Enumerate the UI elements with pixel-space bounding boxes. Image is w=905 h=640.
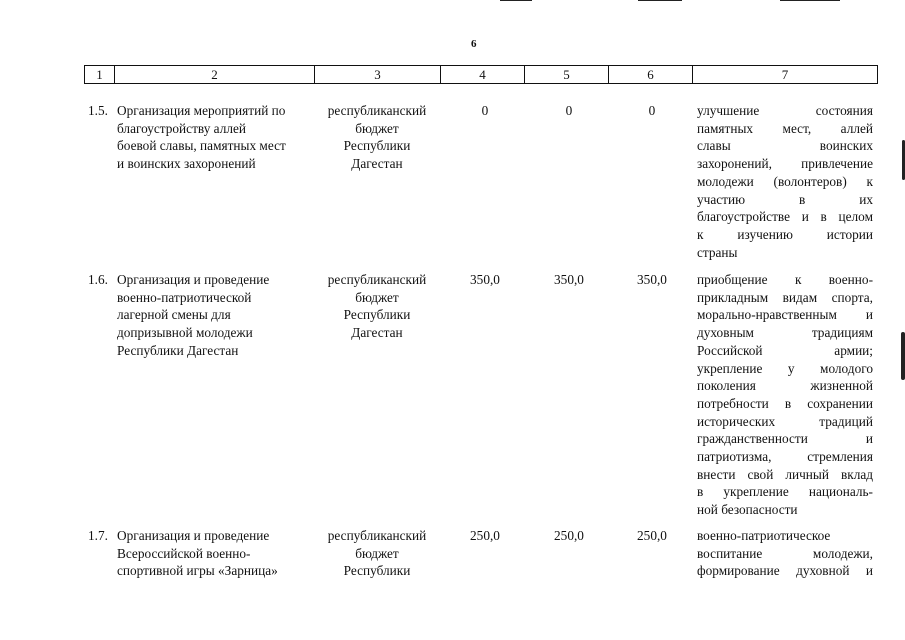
item-description bbox=[117, 102, 313, 173]
result-line: приобщение к военно- bbox=[697, 272, 873, 287]
desc-line: Организация мероприятий по bbox=[117, 103, 286, 118]
column-header-6: 6 bbox=[609, 66, 693, 84]
item-number: 1.6. bbox=[88, 272, 108, 287]
result-line: к изучению истории bbox=[697, 226, 873, 242]
source-line: бюджет bbox=[355, 545, 399, 561]
result-line: формирование духовной и bbox=[697, 563, 873, 579]
desc-line: Организация и проведение bbox=[117, 528, 270, 543]
scan-mark-top-1 bbox=[500, 0, 532, 1]
item-number: 1.7. bbox=[88, 528, 108, 543]
result-line: прикладным видам спорта, bbox=[697, 289, 873, 305]
desc-line: Всероссийской военно- bbox=[117, 545, 251, 561]
result-line: страны bbox=[697, 244, 738, 260]
source-line: Дагестан bbox=[351, 156, 403, 172]
value-col-6: 0 bbox=[648, 103, 656, 118]
result-line: улучшение состояния bbox=[697, 103, 873, 118]
result-line: в укрепление националь- bbox=[697, 484, 873, 500]
item-number: 1.5. bbox=[88, 103, 108, 118]
column-header-5: 5 bbox=[525, 66, 609, 84]
result-line: военно-патриотическое bbox=[697, 528, 831, 543]
expected-result bbox=[697, 271, 873, 519]
value-col-5: 0 bbox=[565, 103, 573, 118]
value-col-4: 250,0 bbox=[470, 528, 500, 543]
value-col-5: 250,0 bbox=[554, 528, 584, 543]
value-col-6: 350,0 bbox=[637, 272, 667, 287]
result-line: гражданственности и bbox=[697, 431, 873, 447]
scan-mark-right-2 bbox=[901, 332, 905, 380]
desc-line: Организация и проведение bbox=[117, 272, 270, 287]
value-col-4: 0 bbox=[481, 103, 489, 118]
funding-source bbox=[316, 527, 438, 580]
desc-line: и воинских захоронений bbox=[117, 156, 256, 172]
result-line: памятных мест, аллей bbox=[697, 120, 873, 136]
desc-line: лагерной смены для bbox=[117, 307, 231, 323]
source-line: бюджет bbox=[355, 120, 399, 136]
result-line: патриотизма, стремления bbox=[697, 449, 873, 465]
desc-line: благоустройству аллей bbox=[117, 120, 246, 136]
item-description bbox=[117, 527, 313, 580]
result-line: захоронений, привлечение bbox=[697, 156, 873, 172]
result-line: молодежи (волонтеров) к bbox=[697, 173, 873, 189]
item-description bbox=[117, 271, 313, 360]
result-line: внести свой личный вклад bbox=[697, 466, 873, 482]
expected-result bbox=[697, 102, 873, 261]
source-line: республиканский bbox=[327, 528, 427, 543]
result-line: участию в их bbox=[697, 191, 873, 207]
source-line: республиканский bbox=[327, 272, 427, 287]
source-line: республиканский bbox=[327, 103, 427, 118]
result-line: укрепление у молодого bbox=[697, 360, 873, 376]
source-line: Дагестан bbox=[351, 325, 403, 341]
column-header-2: 2 bbox=[115, 66, 315, 84]
result-line: морально-нравственным и bbox=[697, 307, 873, 323]
value-col-4: 350,0 bbox=[470, 272, 500, 287]
scan-mark-top-2 bbox=[638, 0, 682, 1]
funding-source bbox=[316, 102, 438, 173]
column-header-1: 1 bbox=[85, 66, 115, 84]
result-line: поколения жизненной bbox=[697, 378, 873, 394]
column-header-4: 4 bbox=[441, 66, 525, 84]
result-line: Российской армии; bbox=[697, 342, 873, 358]
source-line: Республики bbox=[343, 138, 411, 154]
result-line: духовным традициям bbox=[697, 325, 873, 341]
scan-mark-top-3 bbox=[780, 0, 840, 1]
funding-source bbox=[316, 271, 438, 342]
result-line: славы воинских bbox=[697, 138, 873, 154]
value-col-6: 250,0 bbox=[637, 528, 667, 543]
result-line: исторических традиций bbox=[697, 413, 873, 429]
source-line: бюджет bbox=[355, 289, 399, 305]
desc-line: спортивной игры «Зарница» bbox=[117, 563, 278, 579]
source-line: Республики bbox=[343, 563, 411, 579]
desc-line: военно-патриотической bbox=[117, 289, 252, 305]
column-header-3: 3 bbox=[315, 66, 441, 84]
result-line: потребности в сохранении bbox=[697, 395, 873, 411]
result-line: ной безопасности bbox=[697, 502, 798, 518]
page-number: 6 bbox=[471, 38, 477, 50]
expected-result bbox=[697, 527, 873, 580]
column-header-row bbox=[84, 65, 878, 84]
result-line: воспитание молодежи, bbox=[697, 545, 873, 561]
value-col-5: 350,0 bbox=[554, 272, 584, 287]
column-header-7: 7 bbox=[693, 66, 878, 84]
source-line: Республики bbox=[343, 307, 411, 323]
desc-line: Республики Дагестан bbox=[117, 342, 239, 358]
desc-line: боевой славы, памятных мест bbox=[117, 138, 286, 154]
desc-line: допризывной молодежи bbox=[117, 325, 253, 341]
result-line: благоустройстве и в целом bbox=[697, 209, 873, 225]
